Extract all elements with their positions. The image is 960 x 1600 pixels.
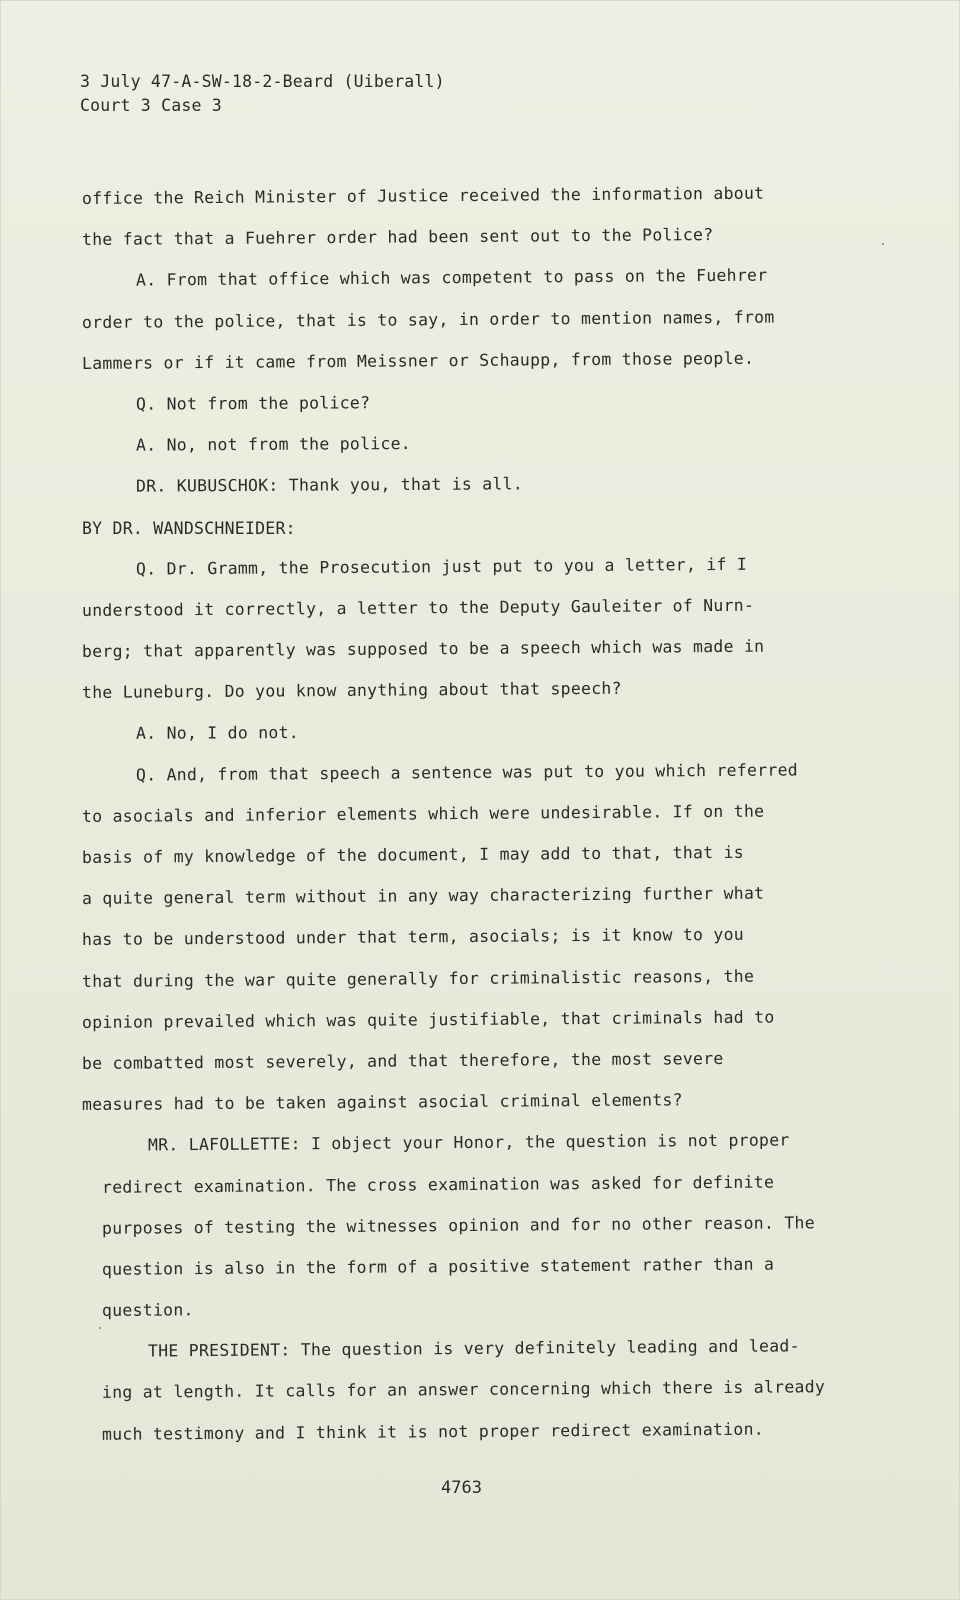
transcript-body xyxy=(82,178,882,1455)
transcript-line: Lammers or if it came from Meissner or Schaupp, from those people. xyxy=(81,348,755,373)
transcript-line: ing at length. It calls for an answer concerning which there is already xyxy=(101,1377,826,1403)
transcript-line: purposes of testing the witnesses opinion and for no other reason. The xyxy=(101,1212,815,1238)
transcript-line: redirect examination. The cross examination was asked for definite xyxy=(101,1172,775,1197)
transcript-line: A. No, not from the police. xyxy=(135,434,412,455)
transcript-line: be combatted most severely, and that therefore, the most severe xyxy=(81,1048,724,1073)
transcript-line: berg; that apparently was supposed to be a speech which was made in xyxy=(81,636,765,662)
transcript-line: THE PRESIDENT: The question is very definitely leading and lead- xyxy=(147,1336,800,1361)
transcript-line: Q. And, from that speech a sentence was put to you which referred xyxy=(135,760,799,785)
transcript-line: question. xyxy=(101,1300,194,1320)
transcript-line: measures had to be taken against asocial criminal elements? xyxy=(81,1090,683,1115)
transcript-line: order to the police, that is to say, in order to mention names, from xyxy=(81,307,775,332)
transcript-line: the fact that a Fuehrer order had been sent out to the Police? xyxy=(81,225,714,250)
transcript-line: opinion prevailed which was quite justifiable, that criminals had to xyxy=(81,1007,775,1032)
transcript-line: question is also in the form of a positive statement rather than a xyxy=(101,1254,775,1279)
transcript-line: that during the war quite generally for criminalistic reasons, the xyxy=(81,966,755,991)
transcript-line: BY DR. WANDSCHNEIDER: xyxy=(82,518,296,538)
transcript-line: to asocials and inferior elements which were undesirable. If on the xyxy=(81,801,765,826)
header-line-date-reference: 3 July 47-A-SW-18-2-Beard (Uiberall) xyxy=(80,72,445,91)
transcript-line: the Luneburg. Do you know anything about that speech? xyxy=(81,679,622,703)
transcript-line: A. From that office which was competent to pass on the Fuehrer xyxy=(135,265,768,290)
transcript-line: Q. Dr. Gramm, the Prosecution just put to you a letter, if I xyxy=(135,554,748,579)
transcript-line: DR. KUBUSCHOK: Thank you, that is all. xyxy=(135,474,524,496)
paper-speck xyxy=(99,1327,101,1329)
paper-speck xyxy=(882,243,884,245)
transcript-line: understood it correctly, a letter to the Deputy Gauleiter of Nurn- xyxy=(81,595,755,620)
header-line-court-case: Court 3 Case 3 xyxy=(80,96,222,115)
transcript-line: basis of my knowledge of the document, I may add to that, that is xyxy=(81,842,745,867)
transcript-line: Q. Not from the police? xyxy=(135,393,371,414)
transcript-line: office the Reich Minister of Justice received the information about xyxy=(81,183,765,208)
transcript-line: MR. LAFOLLETTE: I object your Honor, the question is not proper xyxy=(147,1130,790,1155)
document-header xyxy=(80,70,445,118)
transcript-line: much testimony and I think it is not proper redirect examination. xyxy=(101,1419,765,1444)
transcript-line: A. No, I do not. xyxy=(135,723,299,744)
transcript-line: a quite general term without in any way characterizing further what xyxy=(81,883,765,909)
page-number: 4763 xyxy=(441,1478,482,1498)
transcript-line: has to be understood under that term, asocials; is it know to you xyxy=(81,925,745,950)
